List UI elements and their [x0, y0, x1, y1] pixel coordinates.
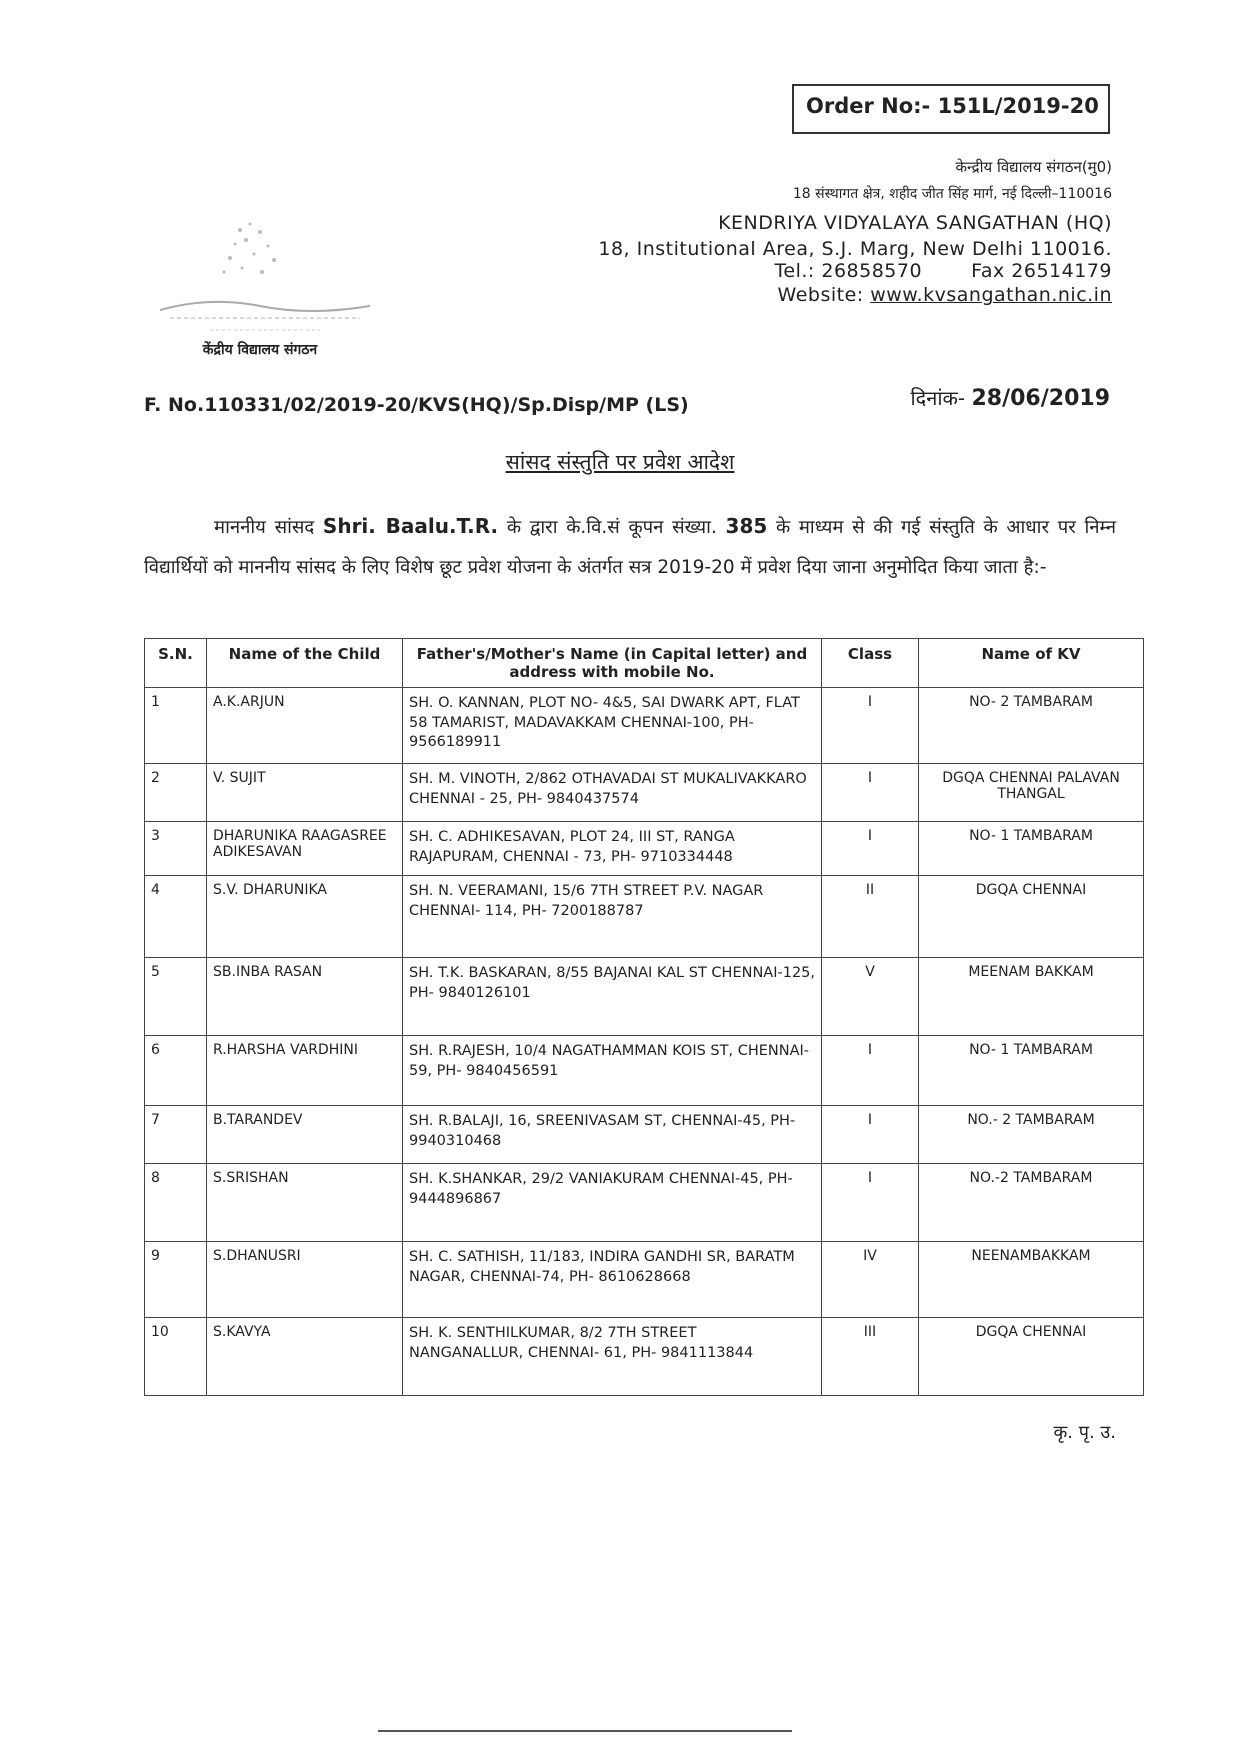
- cell-child-name: V. SUJIT: [207, 764, 403, 822]
- logo-caption: केंद्रीय विद्यालय संगठन: [202, 342, 318, 358]
- website-link[interactable]: www.kvsangathan.nic.in: [870, 284, 1112, 306]
- cell-child-name: SB.INBA RASAN: [207, 958, 403, 1036]
- cell-class: IV: [822, 1242, 919, 1318]
- col-header-kv-name: Name of KV: [919, 639, 1144, 688]
- cell-class: I: [822, 822, 919, 876]
- cell-kv-name: NO- 2 TAMBARAM: [919, 688, 1144, 764]
- file-number: F. No.110331/02/2019-20/KVS(HQ)/Sp.Disp/MP (LS): [144, 394, 689, 416]
- cell-kv-name: NEENAMBAKKAM: [919, 1242, 1144, 1318]
- org-address: 18, Institutional Area, S.J. Marg, New Delhi 110016.: [598, 238, 1112, 260]
- cell-parent-address: SH. R.RAJESH, 10/4 NAGATHAMMAN KOIS ST, CHENNAI-59, PH- 9840456591: [403, 1036, 822, 1106]
- cell-class: I: [822, 688, 919, 764]
- cell-class: I: [822, 1164, 919, 1242]
- cell-child-name: R.HARSHA VARDHINI: [207, 1036, 403, 1106]
- cell-parent-address: SH. R.BALAJI, 16, SREENIVASAM ST, CHENNAI-45, PH- 9940310468: [403, 1106, 822, 1164]
- mp-name: Shri. Baalu.T.R.: [322, 514, 499, 538]
- table-row: [145, 1318, 1144, 1396]
- cell-child-name: A.K.ARJUN: [207, 688, 403, 764]
- cell-sn: 3: [145, 822, 207, 876]
- cell-parent-address: SH. K.SHANKAR, 29/2 VANIAKURAM CHENNAI-45, PH- 9444896867: [403, 1164, 822, 1242]
- cell-sn: 5: [145, 958, 207, 1036]
- cell-sn: 1: [145, 688, 207, 764]
- cell-kv-name: DGQA CHENNAI PALAVAN THANGAL: [919, 764, 1144, 822]
- org-name: KENDRIYA VIDYALAYA SANGATHAN (HQ): [718, 212, 1112, 234]
- page-heading: सांसद संस्तुति पर प्रवेश आदेश: [505, 450, 735, 474]
- table-row: [145, 764, 1144, 822]
- cell-child-name: S.DHANUSRI: [207, 1242, 403, 1318]
- admission-table: [144, 638, 1144, 1396]
- table-row: [145, 688, 1144, 764]
- col-header-class: Class: [822, 639, 919, 688]
- table-row: [145, 1106, 1144, 1164]
- cell-parent-address: SH. N. VEERAMANI, 15/6 7TH STREET P.V. NAGAR CHENNAI- 114, PH- 7200188787: [403, 876, 822, 958]
- table-row: [145, 1164, 1144, 1242]
- cell-kv-name: DGQA CHENNAI: [919, 876, 1144, 958]
- cell-kv-name: MEENAM BAKKAM: [919, 958, 1144, 1036]
- date-label: दिनांक-: [910, 386, 972, 410]
- pto-mark: कृ. पृ. उ.: [1053, 1422, 1116, 1443]
- col-header-parent-address: Father's/Mother's Name (in Capital letter) and address with mobile No.: [403, 639, 822, 688]
- cell-class: V: [822, 958, 919, 1036]
- table-row: [145, 876, 1144, 958]
- cell-class: I: [822, 1036, 919, 1106]
- hindi-org-name: केन्द्रीय विद्यालय संगठन(मु0): [955, 158, 1112, 176]
- date-value: 28/06/2019: [971, 386, 1110, 411]
- cell-sn: 8: [145, 1164, 207, 1242]
- bottom-divider: [378, 1730, 792, 1732]
- table-row: [145, 822, 1144, 876]
- tel-fax: [775, 260, 1112, 284]
- table-row: [145, 1242, 1144, 1318]
- cell-child-name: B.TARANDEV: [207, 1106, 403, 1164]
- cell-parent-address: SH. O. KANNAN, PLOT NO- 4&5, SAI DWARK APT, FLAT 58 TAMARIST, MADAVAKKAM CHENNAI-100, PH- 9566189911: [403, 688, 822, 764]
- website-line: [778, 284, 1112, 308]
- cell-kv-name: NO.-2 TAMBARAM: [919, 1164, 1144, 1242]
- cell-parent-address: SH. K. SENTHILKUMAR, 8/2 7TH STREET NANGANALLUR, CHENNAI- 61, PH- 9841113844: [403, 1318, 822, 1396]
- order-paragraph: माननीय सांसद Shri. Baalu.T.R. के द्वारा के.वि.सं कूपन संख्या. 385 के माध्यम से की गई संस्तुति के आधार पर निम्न विद्यार्थियों को माननीय सांसद के लिए विशेष छूट प्रवेश योजना के अंतर्गत सत्र 2019-20 में प्रवेश दिया जाना अनुमोदित किया जाता है:-: [144, 514, 1117, 578]
- cell-sn: 7: [145, 1106, 207, 1164]
- cell-child-name: S.SRISHAN: [207, 1164, 403, 1242]
- cell-class: I: [822, 1106, 919, 1164]
- cell-sn: 2: [145, 764, 207, 822]
- cell-kv-name: NO- 1 TAMBARAM: [919, 822, 1144, 876]
- cell-class: I: [822, 764, 919, 822]
- kvs-emblem-logo: [150, 210, 380, 360]
- cell-class: III: [822, 1318, 919, 1396]
- cell-parent-address: SH. M. VINOTH, 2/862 OTHAVADAI ST MUKALIVAKKARO CHENNAI - 25, PH- 9840437574: [403, 764, 822, 822]
- cell-parent-address: SH. T.K. BASKARAN, 8/55 BAJANAI KAL ST CHENNAI-125, PH- 9840126101: [403, 958, 822, 1036]
- col-header-child-name: Name of the Child: [207, 639, 403, 688]
- cell-kv-name: NO.- 2 TAMBARAM: [919, 1106, 1144, 1164]
- cell-child-name: S.KAVYA: [207, 1318, 403, 1396]
- col-header-sn: S.N.: [145, 639, 207, 688]
- table-row: [145, 958, 1144, 1036]
- hindi-address: 18 संस्थागत क्षेत्र, शहीद जीत सिंह मार्ग, नई दिल्ली–110016: [792, 186, 1112, 202]
- cell-sn: 10: [145, 1318, 207, 1396]
- cell-child-name: S.V. DHARUNIKA: [207, 876, 403, 958]
- order-number-box: Order No:- 151L/2019-20: [792, 84, 1110, 134]
- website-label: Website:: [777, 284, 871, 306]
- order-date: [910, 384, 1110, 411]
- cell-class: II: [822, 876, 919, 958]
- fax-number: Fax 26514179: [971, 260, 1112, 282]
- cell-kv-name: DGQA CHENNAI: [919, 1318, 1144, 1396]
- table-row: [145, 1036, 1144, 1106]
- cell-sn: 6: [145, 1036, 207, 1106]
- table-header-row: [145, 639, 1144, 688]
- cell-sn: 4: [145, 876, 207, 958]
- cell-child-name: DHARUNIKA RAAGASREE ADIKESAVAN: [207, 822, 403, 876]
- tel-number: Tel.: 26858570: [774, 260, 923, 282]
- coupon-number: 385: [725, 514, 768, 538]
- cell-parent-address: SH. C. SATHISH, 11/183, INDIRA GANDHI SR, BARATM NAGAR, CHENNAI-74, PH- 8610628668: [403, 1242, 822, 1318]
- cell-kv-name: NO- 1 TAMBARAM: [919, 1036, 1144, 1106]
- cell-parent-address: SH. C. ADHIKESAVAN, PLOT 24, III ST, RANGA RAJAPURAM, CHENNAI - 73, PH- 9710334448: [403, 822, 822, 876]
- cell-sn: 9: [145, 1242, 207, 1318]
